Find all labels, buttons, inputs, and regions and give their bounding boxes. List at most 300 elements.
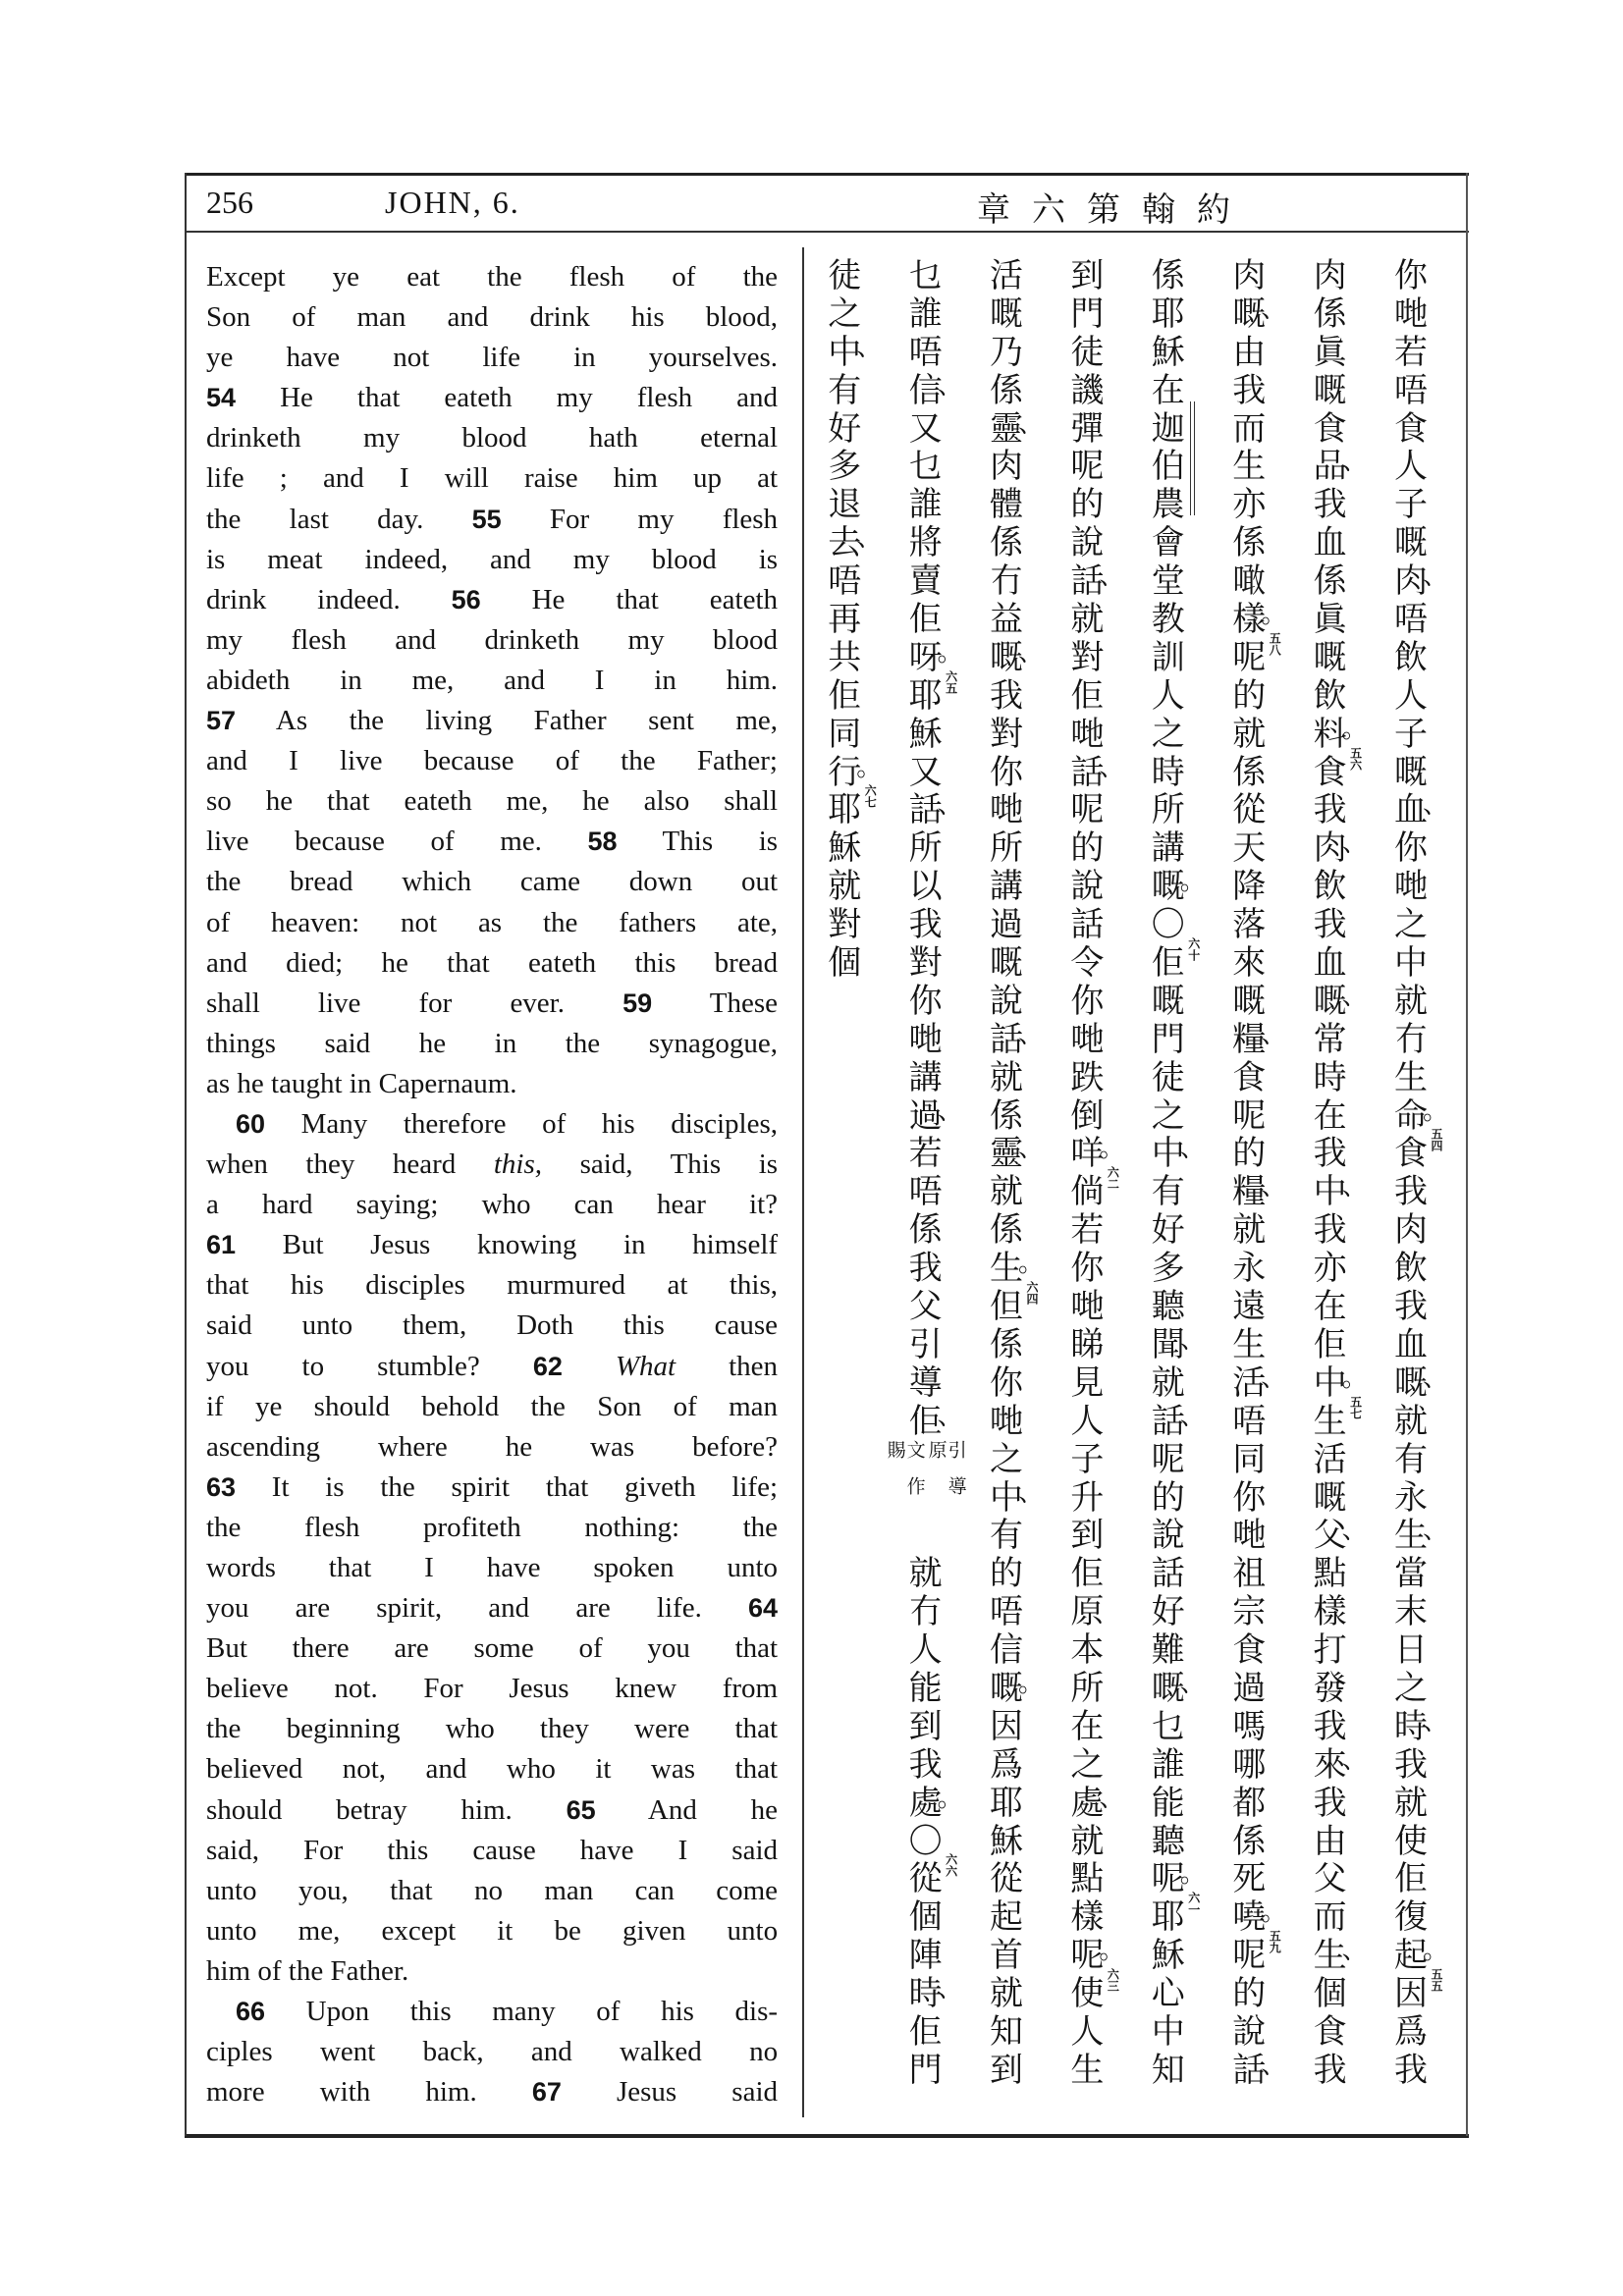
chinese-char: 體 — [990, 485, 1023, 525]
punctuation: 、 — [1341, 1936, 1368, 1966]
chinese-char: 我 — [1313, 1706, 1347, 1746]
chinese-char: 末 — [1394, 1592, 1428, 1632]
chinese-char: 耶 — [1151, 294, 1185, 334]
verse-number: 61 — [206, 1230, 237, 1260]
header-rule — [185, 231, 1469, 233]
punctuation: 。 — [1423, 1095, 1449, 1126]
chinese-char: 乜 — [908, 256, 943, 295]
verse-number: 六七 — [863, 784, 878, 809]
chinese-char: 生 — [1394, 1057, 1428, 1097]
chinese-char: 到 — [1070, 1516, 1105, 1556]
chinese-column — [1309, 248, 1368, 2090]
chinese-char: 父 — [1313, 1859, 1347, 1899]
chinese-char: 過 — [1232, 1668, 1267, 1708]
verse-number: 66 — [236, 1997, 266, 2027]
chinese-char: 肉 — [1232, 256, 1267, 295]
chinese-char: 就 — [990, 1172, 1023, 1212]
chinese-char: 講 — [908, 1057, 943, 1097]
column-divider — [802, 247, 804, 2117]
chinese-char: 同 — [828, 714, 862, 754]
chinese-char: 食 — [1313, 408, 1347, 449]
verse-number: 六五 — [944, 669, 958, 694]
chinese-char: 人 — [1151, 675, 1185, 716]
frame-left-rule — [185, 173, 187, 2136]
chinese-char: 唔 — [908, 1172, 943, 1212]
chinese-char: 呢 。 — [1070, 1936, 1125, 1976]
english-line: of heaven: not as the fathers ate, — [206, 906, 779, 938]
chinese-char: 首 — [990, 1936, 1023, 1976]
chinese-char: 生 — [1070, 2050, 1105, 2090]
english-line: 60 Many therefore of his disciples, — [236, 1107, 779, 1140]
chinese-char: 有 — [990, 1516, 1023, 1556]
chinese-char: 來 — [1232, 943, 1267, 984]
english-line: things said he in the synagogue, — [206, 1027, 779, 1059]
chinese-char: 原 — [1070, 1592, 1105, 1632]
punctuation: 、 — [1261, 294, 1287, 324]
chinese-char: 見 — [1070, 1362, 1105, 1403]
chinese-char: 所 — [1151, 790, 1185, 830]
chinese-char: 係 — [1232, 523, 1267, 563]
chinese-char: 肉 — [990, 447, 1023, 487]
chinese-char: 係 — [990, 1095, 1023, 1136]
chinese-char: 將 — [908, 523, 943, 563]
chinese-char: 哋 — [1394, 294, 1428, 334]
english-line: 66 Upon this many of his dis- — [236, 1996, 779, 2028]
punctuation: 、 — [937, 790, 963, 821]
chinese-char: 冇 — [1394, 1019, 1428, 1059]
chinese-char: 之 — [1394, 1668, 1428, 1708]
english-line: live because of me. 58 This is — [206, 826, 779, 858]
chinese-char: 係 — [990, 370, 1023, 410]
chinese-char: 永 — [1232, 1249, 1267, 1289]
chinese-char: 飲 — [1394, 1249, 1428, 1289]
verse-number: 57 — [206, 706, 237, 736]
chinese-char: 料 。 — [1313, 714, 1368, 754]
verse-number: 五六 — [1348, 746, 1363, 771]
chinese-char: 都 — [1232, 1783, 1267, 1823]
english-line: should betray him. 65 And he — [206, 1793, 779, 1826]
chinese-char: 我 — [1313, 1210, 1347, 1251]
chinese-char: 你 — [1232, 1477, 1267, 1518]
punctuation: 。 — [1179, 867, 1206, 897]
chinese-char: 冇 — [908, 1592, 943, 1632]
chinese-char: 係 — [1232, 752, 1267, 792]
chinese-char: 打 — [1313, 1630, 1347, 1671]
verse-number: 六三 — [1106, 1968, 1120, 1993]
chinese-char: 多 — [1151, 1249, 1185, 1289]
chinese-char: 個 — [828, 943, 862, 984]
chinese-char: 對 — [990, 714, 1023, 754]
chinese-char: 我 — [908, 905, 943, 945]
chinese-char: 有 — [828, 370, 862, 410]
chinese-char: 講 — [1151, 828, 1185, 869]
chinese-char: 我 — [908, 1249, 943, 1289]
punctuation: 、 — [1018, 1477, 1045, 1508]
chinese-char: 肉 、 — [1313, 828, 1368, 869]
chinese-char: 樣 — [1070, 1897, 1105, 1938]
chinese-char: 徒 — [1151, 1057, 1185, 1097]
punctuation: 、 — [1423, 1706, 1449, 1736]
chinese-char: 生 — [1232, 447, 1267, 487]
chinese-char: 乃 — [990, 332, 1023, 372]
chinese-char: 對 — [1070, 637, 1105, 677]
chinese-char: 能 — [1151, 1783, 1185, 1823]
punctuation: 、 — [1099, 561, 1125, 592]
punctuation: 、 — [1179, 1324, 1206, 1355]
proper-name-char: 迦 — [1147, 401, 1190, 440]
chinese-char: 益 — [990, 600, 1023, 640]
chinese-char: 信 、 — [908, 370, 963, 410]
chinese-char: 講 — [990, 867, 1023, 907]
punctuation: 。 — [1179, 1859, 1206, 1890]
verse-number: 五五 — [1430, 1968, 1443, 1993]
punctuation: 、 — [1099, 752, 1125, 782]
chinese-char: 飲 — [1394, 637, 1428, 677]
chinese-char: 靈 、 — [990, 408, 1045, 449]
chinese-char: 時 、 — [1394, 1706, 1449, 1746]
chinese-char: 哋 — [1070, 1287, 1105, 1327]
chinese-char: 引 — [908, 1324, 943, 1364]
chinese-char: 係 — [1313, 561, 1347, 602]
chinese-char: 之 — [1151, 714, 1185, 754]
chinese-char: 門 — [1151, 1019, 1185, 1059]
chinese-char: 難 — [1151, 1630, 1185, 1671]
chinese-char: 穌 — [1151, 1936, 1185, 1976]
chinese-char: 食 五六 — [1313, 746, 1363, 792]
chinese-char: 誰 — [908, 485, 943, 525]
chinese-char: 睇 — [1070, 1324, 1105, 1364]
english-line: abideth in me, and I in him. — [206, 664, 779, 696]
chinese-char: 在 — [1313, 1095, 1347, 1136]
verse-number: 六六 — [944, 1853, 958, 1878]
chinese-char: 生 、 — [1394, 1516, 1449, 1556]
chinese-char: 所 — [908, 828, 943, 869]
chinese-char: 嘅 、 — [1151, 1668, 1206, 1708]
chinese-char: 而 — [1313, 1897, 1347, 1938]
chinese-char: 倘 六二 — [1070, 1166, 1120, 1212]
chinese-char: 以 — [908, 867, 943, 907]
chinese-char: 因 五五 — [1394, 1968, 1443, 2014]
punctuation: 。 — [1018, 1668, 1045, 1698]
english-line: 57 As the living Father sent me, — [206, 705, 779, 737]
english-line: shall live for ever. 59 These — [206, 987, 778, 1019]
verse-number: 五八 — [1268, 631, 1282, 656]
english-line: said unto them, Doth this cause — [206, 1309, 779, 1342]
chinese-char: 知 — [1151, 2050, 1185, 2090]
chinese-char: 呢 五八 — [1232, 631, 1282, 677]
chinese-char: 生 。 — [990, 1249, 1045, 1289]
punctuation: 。 — [937, 1783, 963, 1813]
chinese-char: 乜 — [1151, 1706, 1185, 1746]
chinese-char: 我 — [1313, 1783, 1347, 1823]
english-line: when they heard this, said, This is — [206, 1148, 779, 1181]
english-line: my flesh and drinketh my blood — [206, 623, 779, 656]
english-line: ciples went back, and walked no — [206, 2036, 779, 2068]
punctuation: 、 — [1261, 1019, 1287, 1049]
chinese-char: 堂 — [1151, 561, 1185, 602]
punctuation: 、 — [1341, 981, 1368, 1011]
punctuation: 、 — [937, 1974, 963, 2004]
chinese-char: 的 — [1232, 1974, 1267, 2014]
chinese-char: 賣 — [908, 561, 943, 602]
chinese-char: 人 — [1394, 447, 1428, 487]
chinese-char: 嘅 — [990, 294, 1023, 334]
chinese-char: 而 — [1232, 408, 1267, 449]
chinese-char: 彈 — [1070, 408, 1105, 449]
verse-number: 55 — [471, 504, 502, 534]
chinese-char: 人 — [1394, 675, 1428, 716]
punctuation: 、 — [1018, 1019, 1045, 1049]
chinese-char: 血 — [1394, 1324, 1428, 1364]
proper-name-char: 農 — [1147, 477, 1190, 515]
chinese-char: 落 — [1232, 905, 1267, 945]
chinese-char: 嘅 — [1394, 752, 1428, 792]
frame-top-rule — [185, 173, 1469, 176]
chinese-char: 誰 — [1151, 1744, 1185, 1785]
chinese-char: 說 — [990, 981, 1023, 1021]
chinese-char: 來 、 — [1313, 1744, 1368, 1785]
chinese-char: 穌 — [990, 1821, 1023, 1861]
chinese-char: 門 — [1070, 294, 1105, 334]
verse-number: 五七 — [1348, 1395, 1363, 1419]
chinese-char: 呢 。 — [1151, 1859, 1206, 1899]
chinese-char: 哋 — [990, 790, 1023, 830]
english-line: unto you, that no man can come — [206, 1874, 779, 1906]
chinese-char: 係 — [1151, 256, 1185, 295]
chinese-char: 所 — [1070, 1668, 1105, 1708]
chinese-char: 嘅 、 — [1394, 1362, 1449, 1403]
chinese-char: 唔 — [990, 1592, 1023, 1632]
punctuation: 、 — [937, 1401, 963, 1431]
chinese-char: 到 — [990, 2050, 1023, 2090]
chinese-char: 亦 — [1232, 485, 1267, 525]
chinese-char: 我 — [990, 675, 1023, 716]
verse-number: 54 — [206, 383, 237, 413]
chinese-char: 呢 五九 — [1232, 1930, 1282, 1976]
chinese-char: 聽 — [1151, 1821, 1185, 1861]
english-line: ye have not life in yourselves. — [206, 342, 778, 374]
chinese-char: 我 — [1313, 485, 1347, 525]
english-line: believe not. For Jesus knew from — [206, 1673, 779, 1705]
chinese-char: 祖 — [1232, 1554, 1267, 1594]
chinese-char: 的 — [1070, 828, 1105, 869]
chinese-char: 係 — [990, 523, 1023, 563]
frame-bottom-rule — [185, 2134, 1469, 2138]
punctuation: 、 — [1423, 790, 1449, 821]
chinese-char: 呢 — [1070, 790, 1105, 830]
chinese-char: 教 — [1151, 600, 1185, 640]
chinese-char: 中 、 — [828, 332, 883, 372]
chinese-char: 說 — [1070, 523, 1105, 563]
chinese-char: 由 — [1232, 332, 1267, 372]
chinese-char: 話 、 — [1151, 1401, 1206, 1441]
chinese-char: 天 — [1232, 828, 1267, 869]
chinese-column — [884, 248, 967, 2090]
punctuation: 、 — [1179, 1134, 1206, 1164]
chinese-char: 中 。 — [1313, 1362, 1368, 1403]
chinese-char: 從 — [1232, 790, 1267, 830]
chinese-char: 嘅 、 — [1232, 294, 1287, 334]
english-line: drink indeed. 56 He that eateth — [206, 583, 778, 615]
punctuation: 、 — [1018, 637, 1045, 667]
chinese-char: 食 — [1394, 408, 1428, 449]
punctuation: 、 — [1261, 1172, 1287, 1202]
verse-number: 六一 — [1186, 1892, 1201, 1916]
chinese-char: 誰 — [908, 294, 943, 334]
chinese-char: 過 、 — [908, 1095, 963, 1136]
chinese-char: 中 — [1394, 943, 1428, 984]
english-line: him of the Father. — [206, 1954, 409, 1987]
english-line: unto me, except it be given unto — [206, 1914, 779, 1947]
chinese-char: 品 、 — [1313, 447, 1368, 487]
chinese-char: 譏 — [1070, 370, 1105, 410]
chinese-char: 就 — [828, 867, 862, 907]
english-line: if ye should behold the Son of man — [206, 1390, 779, 1422]
chinese-char: 生 — [1232, 1324, 1267, 1364]
chinese-char: 血 — [1313, 523, 1347, 563]
chinese-char: 你 — [990, 752, 1023, 792]
chinese-char: 遠 — [1232, 1287, 1267, 1327]
page-number: 256 — [206, 185, 253, 220]
chinese-char: 發 — [1313, 1668, 1347, 1708]
chinese-char: 係 — [1232, 1821, 1267, 1861]
chinese-char: 嘅 。 — [990, 1668, 1045, 1708]
chinese-char: 佢 — [1313, 1324, 1347, 1364]
chinese-char: 由 — [1313, 1821, 1347, 1861]
chinese-char: 飲 — [1313, 675, 1347, 716]
punctuation: 、 — [1179, 1668, 1206, 1698]
chinese-char: 聞 、 — [1151, 1324, 1206, 1364]
chinese-char: 之 — [1151, 1095, 1185, 1136]
english-line: as he taught in Capernaum. — [206, 1067, 517, 1099]
chinese-char: 但 六四 — [990, 1281, 1039, 1327]
punctuation: 。 — [1261, 600, 1287, 630]
english-line: a hard saying; who can hear it? — [206, 1189, 779, 1221]
chinese-char: 使 六三 — [1070, 1968, 1120, 2014]
chinese-char: 共 — [828, 637, 862, 677]
chinese-char: 佢 — [1070, 1554, 1105, 1594]
chinese-char: 說 — [1232, 2011, 1267, 2052]
chinese-char: 糧 、 — [1232, 1019, 1287, 1059]
chinese-char: 係 — [990, 1210, 1023, 1251]
chinese-char: 若 — [1070, 1210, 1105, 1251]
chinese-char: 唔 — [828, 561, 862, 602]
chinese-char: 人 — [1070, 2011, 1105, 2052]
chinese-column — [1227, 248, 1287, 2090]
chinese-char: 門 — [908, 2050, 943, 2090]
chinese-char: 的 — [1070, 485, 1105, 525]
punctuation: 、 — [1423, 1362, 1449, 1393]
verse-number: 60 — [236, 1108, 266, 1139]
punctuation: 、 — [937, 1095, 963, 1126]
chinese-char: 冇 — [990, 561, 1023, 602]
chinese-char: 肉 、 — [1394, 561, 1449, 602]
english-line: the bread which came down out — [206, 866, 778, 898]
punctuation: 、 — [1341, 828, 1368, 859]
chinese-char: 耶 — [990, 1783, 1023, 1823]
chinese-char: 陣 — [908, 1936, 943, 1976]
english-line: words that I have spoken unto — [206, 1552, 778, 1583]
chinese-char: 對 — [828, 905, 862, 945]
punctuation: 、 — [856, 523, 883, 554]
chinese-char: 嘅 — [1313, 637, 1347, 677]
chinese-char: 過 — [990, 905, 1023, 945]
chinese-char: 的 — [1232, 675, 1267, 716]
chinese-char: 說 — [1070, 867, 1105, 907]
chinese-char: 你 — [990, 1362, 1023, 1403]
english-line: you are spirit, and are life. 64 — [206, 1592, 779, 1625]
chinese-char: 的 — [1232, 1134, 1267, 1174]
chinese-char: 父 — [908, 1287, 943, 1327]
chinese-char: 爲 — [1394, 2011, 1428, 2052]
chinese-char: 有 — [1394, 1439, 1428, 1479]
chinese-char: 聽 — [1151, 1287, 1185, 1327]
english-line: and died; he that eateth this bread — [206, 946, 779, 979]
chinese-char: 就 — [1070, 600, 1105, 640]
english-line: life ; and I will raise him up at — [206, 462, 779, 495]
chinese-char: 好 — [1151, 1210, 1185, 1251]
chinese-char: 中 、 — [1151, 1134, 1206, 1174]
punctuation: 、 — [1341, 1516, 1368, 1546]
chinese-char: 去 、 — [828, 523, 883, 563]
chinese-char: 信 — [990, 1630, 1023, 1671]
chinese-char: 食 — [1313, 2011, 1347, 2052]
chinese-char: 點 — [1070, 1859, 1105, 1899]
running-head: JOHN, 6. — [385, 185, 520, 220]
chinese-char: 唔 — [908, 332, 943, 372]
punctuation: 。 — [856, 752, 883, 782]
chinese-char: 就 — [1070, 1821, 1105, 1861]
chinese-char: 生 五七 — [1313, 1395, 1363, 1441]
chinese-char: 點 — [1313, 1554, 1347, 1594]
punctuation: 、 — [1099, 1783, 1125, 1813]
chinese-char: 在 — [1313, 1287, 1347, 1327]
chinese-char: 心 — [1151, 1974, 1185, 2014]
chinese-char: 哋 — [1070, 714, 1105, 754]
chinese-char: 活 — [1313, 1439, 1347, 1479]
chinese-char: 死 — [1232, 1859, 1267, 1899]
chinese-char: 佢 — [908, 600, 943, 640]
chinese-char: 食 五四 — [1394, 1128, 1443, 1174]
chinese-char: 知 — [990, 2011, 1023, 2052]
english-line: Son of man and drink his blood, — [206, 301, 779, 334]
chinese-char: 亦 — [1313, 1249, 1347, 1289]
chinese-char: 你 — [1394, 828, 1428, 869]
chinese-char: 個 — [908, 1897, 943, 1938]
chinese-char: 之 — [1070, 1744, 1105, 1785]
chinese-char: 行 。 — [828, 752, 883, 792]
chinese-char: 處 。 — [908, 1783, 963, 1823]
chinese-char: 又 — [908, 752, 943, 792]
punctuation: 。 — [1423, 1936, 1449, 1966]
chinese-char: 佢 六十 — [1151, 937, 1201, 984]
proper-name-char: 伯 — [1147, 439, 1190, 477]
chinese-column — [1389, 248, 1449, 2090]
chinese-char: 就 — [1232, 1210, 1267, 1251]
chinese-char: 佢 — [908, 2011, 943, 2052]
chinese-char: 眞 — [1313, 332, 1347, 372]
chinese-char: 哪 — [1232, 1744, 1267, 1785]
chinese-char: 話 — [1070, 905, 1105, 945]
chinese-char: 就 — [1394, 1401, 1428, 1441]
chinese-char: 嘅 — [1313, 1477, 1347, 1518]
chinese-char: 就 — [908, 1554, 943, 1594]
english-line: 61 But Jesus knowing in himself — [206, 1229, 779, 1261]
chinese-char: 樣 — [1313, 1592, 1347, 1632]
chinese-column — [985, 248, 1045, 2090]
english-line: drinketh my blood hath eternal — [206, 422, 779, 454]
frame-right-rule — [1466, 173, 1468, 2136]
